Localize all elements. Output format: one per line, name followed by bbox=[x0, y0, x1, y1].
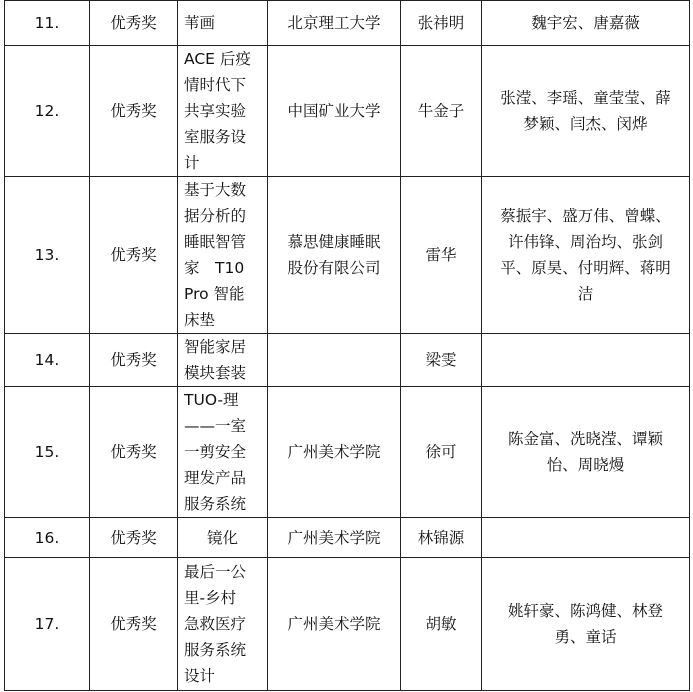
award-cell bbox=[90, 46, 178, 177]
organization-line: 慕思健康睡眠 bbox=[287, 233, 381, 251]
members-line: 梦颖、闫杰、闵烨 bbox=[523, 115, 648, 133]
table-row bbox=[5, 1, 690, 46]
title-cell bbox=[178, 177, 268, 334]
award-cell bbox=[90, 558, 178, 691]
award-level: 优秀奖 bbox=[110, 14, 157, 32]
members-cell bbox=[482, 518, 690, 558]
title-line: 苇画 bbox=[184, 14, 216, 32]
row-number-cell bbox=[5, 558, 90, 691]
row-number-cell bbox=[5, 46, 90, 177]
row-number: 16. bbox=[34, 528, 60, 547]
row-number-cell bbox=[5, 518, 90, 558]
leader-cell bbox=[401, 1, 482, 46]
title-line: 急救医疗 bbox=[184, 615, 247, 633]
members-line: 勇、童话 bbox=[554, 628, 617, 646]
title-cell bbox=[178, 46, 268, 177]
members-line: 姚轩豪、陈鸿健、林登 bbox=[507, 602, 663, 620]
award-cell bbox=[90, 1, 178, 46]
members-line: 陈金富、冼晓滢、谭颖 bbox=[507, 430, 663, 448]
table-row bbox=[5, 518, 690, 558]
leader-name: 徐可 bbox=[425, 443, 457, 461]
leader-name: 张祎明 bbox=[417, 14, 465, 32]
organization-cell bbox=[268, 558, 401, 691]
title-line: 基于大数 bbox=[184, 181, 247, 199]
leader-name: 牛金子 bbox=[417, 102, 465, 120]
table-row bbox=[5, 334, 690, 387]
leader-cell bbox=[401, 518, 482, 558]
members-line: 许伟锋、周治均、张剑 bbox=[507, 233, 663, 251]
title-line: 据分析的 bbox=[184, 207, 247, 225]
title-line: 睡眠智管 bbox=[184, 233, 247, 251]
title-line: ——一室 bbox=[184, 417, 247, 435]
members-cell bbox=[482, 334, 690, 387]
members-cell bbox=[482, 387, 690, 518]
organization-line: 广州美术学院 bbox=[287, 615, 381, 633]
members-line: 魏宇宏、唐嘉薇 bbox=[531, 14, 640, 32]
members-cell bbox=[482, 46, 690, 177]
title-line: 服务系统 bbox=[184, 641, 247, 659]
row-number: 12. bbox=[34, 102, 60, 120]
members-line: 洁 bbox=[577, 285, 594, 303]
row-number-cell bbox=[5, 334, 90, 387]
title-line: ACE 后疫 bbox=[184, 50, 251, 68]
members-line: 张滢、李瑶、童莹莹、薛 bbox=[500, 89, 671, 107]
award-level: 优秀奖 bbox=[110, 351, 157, 369]
table-row bbox=[5, 387, 690, 518]
title-line: TUO-理 bbox=[184, 391, 239, 409]
row-number-cell bbox=[5, 177, 90, 334]
awards-table-body bbox=[5, 1, 690, 691]
title-cell bbox=[178, 558, 268, 691]
table-row bbox=[5, 177, 690, 334]
organization-cell bbox=[268, 334, 401, 387]
row-number-cell bbox=[5, 1, 90, 46]
members-line: 蔡振宇、盛万伟、曾蝶、 bbox=[500, 207, 671, 225]
award-level: 优秀奖 bbox=[110, 528, 157, 547]
row-number: 14. bbox=[34, 351, 60, 369]
leader-cell bbox=[401, 46, 482, 177]
award-level: 优秀奖 bbox=[110, 102, 157, 120]
title-line: 服务系统 bbox=[184, 495, 247, 513]
award-cell bbox=[90, 518, 178, 558]
title-line: 情时代下 bbox=[184, 76, 247, 94]
title-line: 理发产品 bbox=[184, 469, 247, 487]
title-line: 室服务设 bbox=[184, 128, 247, 146]
title-line: 最后一公 bbox=[184, 563, 247, 581]
leader-cell bbox=[401, 334, 482, 387]
title-cell bbox=[178, 518, 268, 558]
organization-cell bbox=[268, 177, 401, 334]
leader-name: 雷华 bbox=[425, 246, 457, 264]
title-line: 里-乡村 bbox=[184, 589, 237, 607]
row-number: 15. bbox=[34, 443, 60, 461]
members-line: 怡、周晓熳 bbox=[546, 456, 625, 474]
row-number-cell bbox=[5, 387, 90, 518]
title-line: 镜化 bbox=[206, 528, 238, 547]
title-line: 智能家居 bbox=[184, 338, 247, 356]
table-row bbox=[5, 558, 690, 691]
title-line: 家 T10 bbox=[184, 259, 245, 277]
title-line: 一剪安全 bbox=[184, 443, 247, 461]
organization-line: 广州美术学院 bbox=[287, 528, 381, 547]
awards-table bbox=[4, 0, 690, 691]
leader-name: 林锦源 bbox=[417, 528, 465, 547]
members-line: 平、原昊、付明辉、蒋明 bbox=[500, 259, 671, 277]
leader-cell bbox=[401, 387, 482, 518]
table-row bbox=[5, 46, 690, 177]
organization-cell bbox=[268, 1, 401, 46]
organization-line: 股份有限公司 bbox=[287, 259, 381, 277]
title-line: 计 bbox=[184, 154, 200, 172]
title-line: 共享实验 bbox=[184, 102, 247, 120]
row-number: 13. bbox=[34, 246, 60, 264]
title-line: 设计 bbox=[184, 667, 216, 685]
row-number: 11. bbox=[34, 14, 60, 32]
award-cell bbox=[90, 387, 178, 518]
title-line: Pro 智能 bbox=[184, 285, 245, 303]
title-cell bbox=[178, 387, 268, 518]
award-cell bbox=[90, 334, 178, 387]
award-level: 优秀奖 bbox=[110, 615, 157, 633]
members-cell bbox=[482, 177, 690, 334]
leader-cell bbox=[401, 177, 482, 334]
title-cell bbox=[178, 334, 268, 387]
title-line: 模块套装 bbox=[184, 364, 247, 382]
title-line: 床垫 bbox=[184, 311, 216, 329]
organization-cell bbox=[268, 46, 401, 177]
leader-name: 梁雯 bbox=[425, 351, 457, 369]
members-cell bbox=[482, 558, 690, 691]
award-level: 优秀奖 bbox=[110, 246, 157, 264]
award-level: 优秀奖 bbox=[110, 443, 157, 461]
organization-line: 北京理工大学 bbox=[287, 14, 381, 32]
organization-cell bbox=[268, 518, 401, 558]
leader-name: 胡敏 bbox=[425, 615, 457, 633]
title-cell bbox=[178, 1, 268, 46]
award-cell bbox=[90, 177, 178, 334]
organization-line: 中国矿业大学 bbox=[287, 102, 381, 120]
leader-cell bbox=[401, 558, 482, 691]
row-number: 17. bbox=[34, 615, 60, 633]
organization-line: 广州美术学院 bbox=[287, 443, 381, 461]
members-cell bbox=[482, 1, 690, 46]
organization-cell bbox=[268, 387, 401, 518]
